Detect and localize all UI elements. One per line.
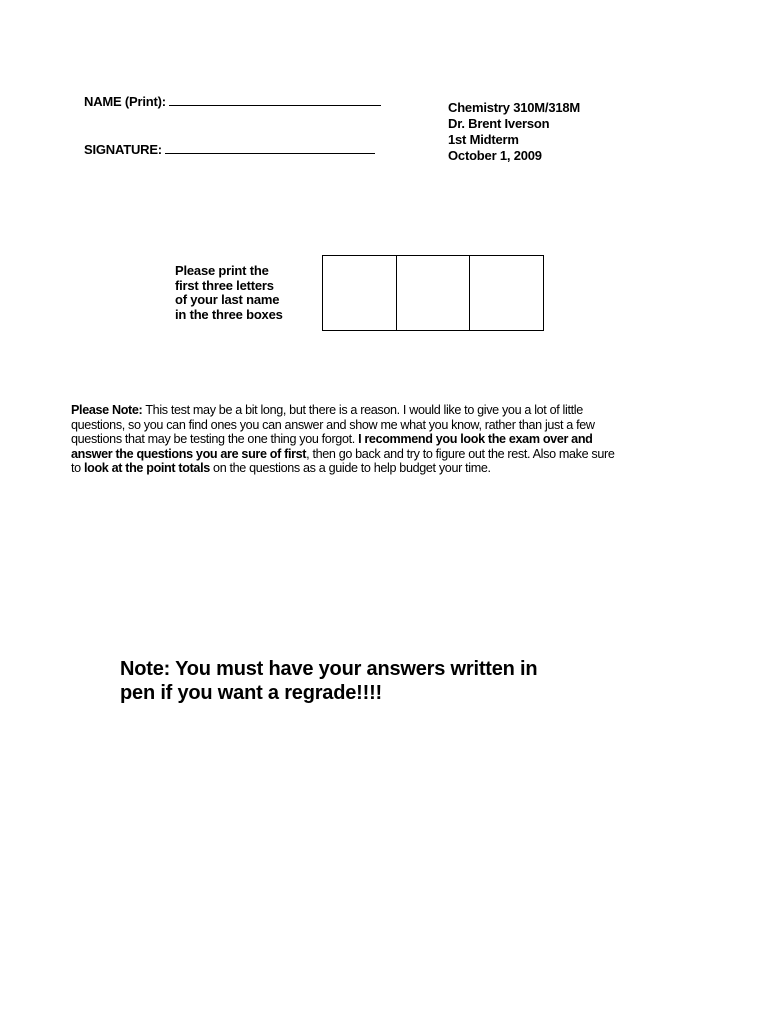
initials-box-2[interactable]: [396, 256, 470, 330]
initials-instruction-line: first three letters: [175, 277, 274, 293]
initials-instructions: [175, 264, 283, 322]
initials-instruction-line: in the three boxes: [175, 306, 283, 322]
signature-label: SIGNATURE:: [84, 142, 162, 157]
signature-field[interactable]: [84, 141, 375, 157]
initials-instruction-line: Please print the: [175, 263, 269, 278]
note-emphasis-2: look at the point totals: [83, 461, 210, 476]
regrade-note: [120, 657, 580, 705]
initials-boxes: [322, 255, 544, 331]
initials-box-3[interactable]: [469, 256, 543, 330]
name-blank-line[interactable]: [169, 93, 381, 106]
note-text-3: on the questions as a guide to help budget your time.: [209, 461, 491, 476]
name-field[interactable]: [84, 93, 381, 109]
note-text-2: , then go back and try to figure out the rest. Also make sure to: [71, 446, 615, 476]
course-title: Chemistry 310M/318M: [448, 100, 581, 115]
initials-box-1[interactable]: [323, 256, 396, 330]
name-label: NAME (Print):: [84, 94, 166, 109]
course-info: [448, 100, 580, 164]
signature-blank-line[interactable]: [165, 141, 375, 154]
initials-instruction-line: of your last name: [175, 292, 280, 307]
exam-title: 1st Midterm: [448, 132, 519, 147]
instructor-name: Dr. Brent Iverson: [448, 116, 550, 131]
note-text-1: This test may be a bit long, but there is a reason. I would like to give you a lot of little questions, so you can find ones you can answer and show me what you know, rather than just a few questions that may be testing the one thing you forgot.: [71, 403, 595, 447]
note-paragraph: [71, 403, 616, 476]
regrade-note-line-1: Note: You must have your answers written in: [120, 658, 538, 680]
note-emphasis-1: I recommend you look the exam over and answer the questions you are sure of first: [71, 432, 593, 461]
note-lead: Please Note:: [71, 403, 143, 417]
exam-date: October 1, 2009: [448, 148, 542, 163]
regrade-note-line-2: pen if you want a regrade!!!!: [120, 682, 383, 704]
